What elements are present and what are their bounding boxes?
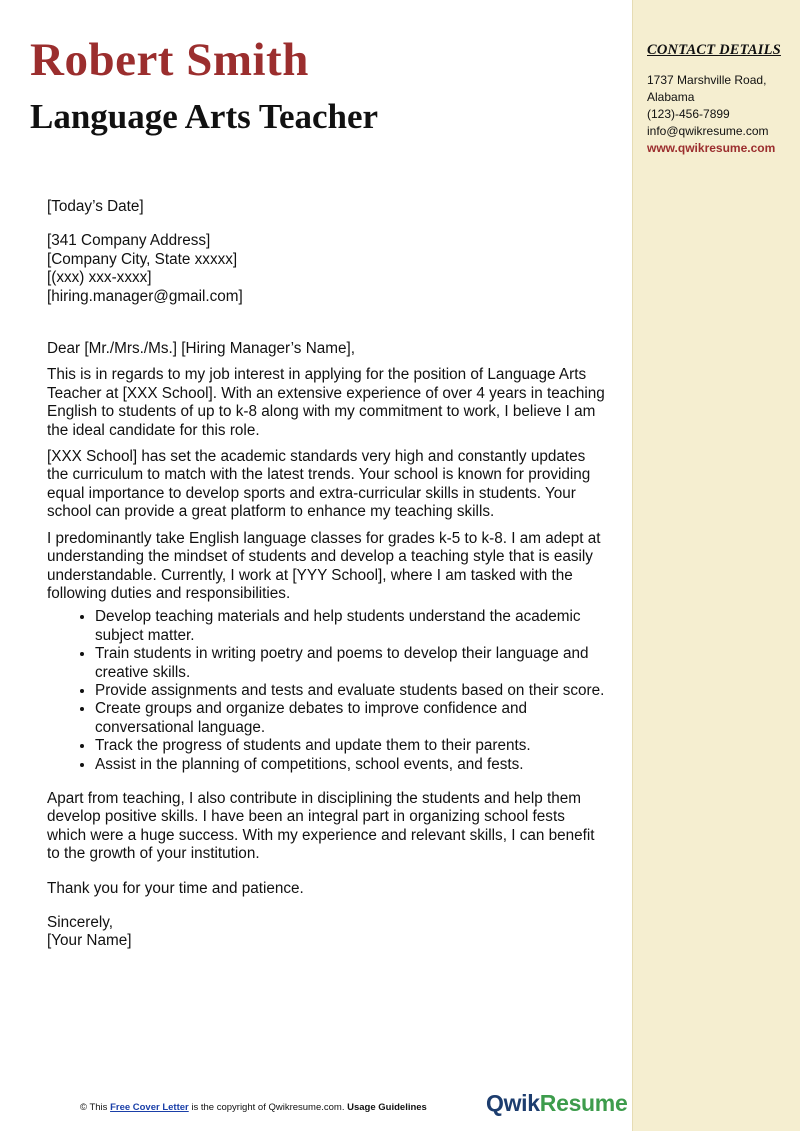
closing-paragraph: Apart from teaching, I also contribute in disciplining the students and help them develop positive skills. I have been an integral part in organizing school fests which were a huge success. With my experience and relevant skills, I can benefit to the growth of your institution.: [47, 789, 595, 863]
contact-address-line1: 1737 Marshville Road,: [647, 73, 767, 87]
footer-middle: is the copyright of Qwikresume.com.: [188, 1102, 348, 1113]
duty-item: • Create groups and organize debates to improve confidence and conversational language.: [95, 700, 607, 737]
recipient-line: [Company City, State xxxxx]: [47, 250, 238, 268]
logo-part-resume: Resume: [539, 1090, 628, 1116]
duty-item: • Train students in writing poetry and poems to develop their language and creative skills.: [95, 645, 607, 682]
body-paragraph: This is in regards to my job interest in applying for the position of Language Arts Teacher at [XXX School]. With an extensive experience of over 4 years in teaching English to students of up to k-8 along with my commitment to work, I believe I am the ideal candidate for this role.: [47, 366, 605, 439]
body-paragraph: [XXX School] has set the academic standards very high and constantly updates the curriculum to match with the latest trends. Your school is known for providing equal importance to develop sports and extra-curricular skills in students. Your school can provide a great platform to enhance my teaching skills.: [47, 448, 591, 521]
signoff: Sincerely,: [47, 914, 114, 931]
duty-item: • Provide assignments and tests and evaluate students based on their score.: [95, 682, 607, 700]
letter-body: [47, 198, 607, 951]
job-title: Language Arts Teacher: [30, 97, 379, 136]
contact-phone: (123)-456-7899: [647, 107, 730, 121]
letter-date: [Today’s Date]: [47, 198, 144, 215]
signature: [Your Name]: [47, 932, 132, 950]
body-paragraph: I predominantly take English language classes for grades k-5 to k-8. I am adept at understanding the mindset of students and develop a teaching style that is easily understandable. Currently, I work at [YYY School], where I am tasked with the following duties and responsibilities.: [47, 529, 601, 602]
sidebar-divider: [632, 0, 633, 1131]
qwikresume-logo: [486, 1090, 627, 1117]
duty-item: • Develop teaching materials and help students understand the academic subject matter.: [95, 608, 607, 645]
free-cover-letter-link[interactable]: Free Cover Letter: [110, 1102, 189, 1113]
duty-item: • Assist in the planning of competitions, school events, and fests.: [95, 756, 607, 774]
contact-sidebar: [633, 0, 800, 1131]
duties-list: [47, 608, 607, 774]
contact-details: [647, 72, 775, 157]
recipient-line: [hiring.manager@gmail.com]: [47, 287, 243, 305]
recipient-line: [(xxx) xxx-xxxx]: [47, 269, 152, 287]
contact-website[interactable]: www.qwikresume.com: [647, 141, 776, 155]
copyright-footer: [80, 1102, 427, 1113]
contact-heading: CONTACT DETAILS: [647, 42, 781, 58]
thanks-line: Thank you for your time and patience.: [47, 879, 304, 897]
logo-part-qwik: Qwik: [486, 1090, 540, 1116]
recipient-line: [341 Company Address]: [47, 232, 211, 250]
candidate-name: Robert Smith: [30, 34, 309, 86]
salutation: Dear [Mr./Mrs./Ms.] [Hiring Manager’s Name],: [47, 340, 355, 358]
contact-address-line2: Alabama: [647, 90, 695, 104]
contact-email: info@qwikresume.com: [647, 124, 769, 138]
duty-item: • Track the progress of students and update them to their parents.: [95, 737, 607, 755]
usage-guidelines-link[interactable]: Usage Guidelines: [347, 1102, 427, 1113]
footer-prefix: This: [87, 1102, 111, 1113]
copyright-icon: ©: [80, 1102, 87, 1113]
